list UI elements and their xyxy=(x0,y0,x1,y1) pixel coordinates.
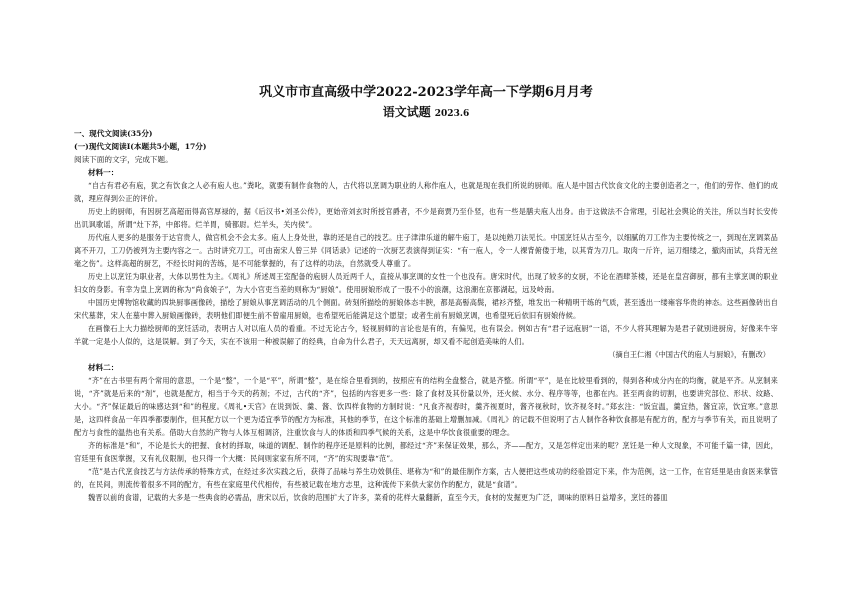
material-2-paragraph: 魏晋以前的食谱，记载的大多是一些典食的必需品，唐宋以后，饮食的范围扩大了许多，菜肴的花样大量翻新，直至今天，食材的发掘更为广泛，调味的原料日益增多，烹饪的器皿 xyxy=(88,493,668,502)
instruction: 阅读下面的文字，完成下题。 xyxy=(74,155,173,164)
material-2-label: 材料二： xyxy=(88,363,119,372)
section-heading: 一、现代文阅读(35分) xyxy=(74,129,153,138)
subsection-heading: (一)现代文阅读I(本题共5小题，17分) xyxy=(74,142,207,151)
material-1-paragraph: “自古有君必有庖，犹之有饮食之人必有庖人也。”粪叱，就要有制作食物的人，古代将以烹调为职业的人称作庖人，也就是现在我们所说的厨师。庖人是中国古代饮食文化的主要创造者之一，他们的劳作、他们的成就，理应得到公正的评价。 xyxy=(74,181,778,203)
material-2-paragraph: “范”是古代烹食技艺与方法传承的特殊方式，在经过多次实践之后，获得了品味与养生功效俱佳、堪称为“和”的最佳制作方案，古人便把这些成功的经验固定下来，作为范例，这一工作，在官廷里是由食医来掌管的，在民间，则流传着很多不同的配方，有些在家庭里代代相传，有些被记载在地方志里，这种流传下来供大家仿作的配方，就是“食谱”。 xyxy=(74,467,778,489)
exam-date: 2023.6 xyxy=(434,109,470,119)
material-2-paragraph: 齐的标准是“和”，不论是长大的把握、食材的择取，味道的调配、制作的程序还是原料的比例，都经过“齐”来保证效果，那么，齐——配方，又是怎样定出来的呢？烹饪是一种人文现象，不可能千篇一律，因此，官廷里有食医掌握，又有礼仪限制，也只得一个大概：民间则家家有所不同，“齐”的实现要靠“范”。 xyxy=(74,441,778,463)
material-1-paragraph: 历代庖人更多的是服务于达官贵人，做官机会不会太多。庖人上身处世，靠的还是自己的技艺。庄子津津乐道的解牛庖丁，是以纯熟刀法见长。中国烹饪从古至今，以细腻的刀工作为主要传统之一，到现在烹调菜品离不开刀，工刀仍被列为主要内容之一。古时讲究刀工，可由南宋人曾三异《同话录》记述的一次厨艺表演得到证实：“有一庖人，令一人裸背俯偻于地，以其背为刀几。取肉一斤许，运刀细缕之，撤肉而试，兵背无丝毫之伤”。这样高超的厨艺，不经长时间的苦练，是不可能掌握的，有了这样的功法，自然就受人尊重了。 xyxy=(74,233,778,268)
material-1-source: （摘自王仁湘《中国古代的庖人与厨娘》，有删改） xyxy=(608,350,770,359)
material-1-paragraph: 中国历史博物馆收藏的四块厨事画像砖，描绘了厨娘从事烹调活动的几个侧面。砖刻所描绘的厨娘体态丰腴，都是高髻高鬓，裙衫齐整，堆发出一种精明干练的气质，甚至透出一缕雍容华贵的神态。这些画像砖出自宋代墓葬，宋人在墓中葬入厨娘画像砖，表明他们即便生前不曾雇用厨娘，也希望死后能满足这个愿望；或者生前有厨娘烹调，也希望死后依旧有厨娘侍候。 xyxy=(74,298,778,320)
material-1-paragraph: 在画像石上大力描绘厨师的烹饪活动，表明古人对以庖人员的看重。不过无论古今，轻视厨师的言论也是有的，有偏见，也有误会。例如古有“君子远庖厨”一语，不少人将其理解为是君子就别进厨房，好像来牛宰羊就一定是小人似的，这是误解。到了今天，实在不该用一种被误解了的经典，自命为什么君子，天天远离厨，却又看不起创造美味的人们。 xyxy=(74,324,778,346)
exam-subtitle xyxy=(74,103,778,123)
subject-title: 语文试题 xyxy=(382,105,431,119)
exam-title: 巩义市市直高级中学2022-2023学年高一下学期6月月考 xyxy=(259,85,593,100)
material-1-paragraph: 历史上以烹饪为职业者，大体以男性为主。《周礼》所述周王室配备的庖厨人员近两千人，直接从事烹调的女性一个也没有。唐宋时代，出现了较多的女厨，不论在酒肆茶楼，还是在皇宫御厨，都有主掌烹调的职业妇女的身影。有幸为皇上烹调的称为“尚食娘子”，为大小官吏当差的则称为“厨娘”。使用厨娘形成了一股不小的浪潮，这浪潮在京都湖起，远及岭南。 xyxy=(74,272,778,294)
material-2-paragraph: “齐”在古书里有两个常用的意思，一个是“整”，一个是“平”，所谓“整”，是在综合里看到的，按照应有的结构全盘整合，就是齐整。所谓“平”，是在比较里看到的，得到各种成分内在的均衡，就是平齐。从烹制来说，“齐”就是后来的“剂”，也就是配方，相当于今天的药剂；不过，古代的“齐”，包括的内容更多一些：除了食材及其份量以外，还火候、水分、程序等等，也都在内。甚至两食的切割，也要讲究部位、形状、纹路、大小。“齐”保证最后的味感达到“和”的程度。《周礼•天官》在说到饭、羹、酱、饮四样食物的方制时说：“凡食齐视春时，羹齐视夏时，酱齐视秋时，饮齐视冬时。”郑玄注：“饭宜温，羹宜热，酱宜凉，饮宜寒。”意思是，这四样食品一年四季都要制作，但其配方以一个更为适宜季节的配方为标准，其他的季节，在这个标准的基础上增删加减。《周礼》的记载不但说明了古人制作各种饮食都是有配方的，配方与季节有关，而且说明了配方与食性的温热也有关系。借助大自然的产物与人体互相调济，注重饮食与人的体质和四季气候的关系，这是中华饮食很重要的理念。 xyxy=(74,376,778,437)
material-1-paragraph: 历史上的厨师，有因厨艺高超而得高官厚禄的，据《后汉书•刘圣公传》，更始帝刘玄时所授官爵者，不少是商贾乃至仆竖，也有一些是膳夫庖人出身。由于这做法不合常理，引起社会舆论的关注，所以当时长安传出讥讽歌谣，所谓“灶下养，中郎将。烂羊胃，骑都尉。烂羊头，关内侯”。 xyxy=(74,207,778,229)
material-1-label: 材料一： xyxy=(88,168,119,177)
